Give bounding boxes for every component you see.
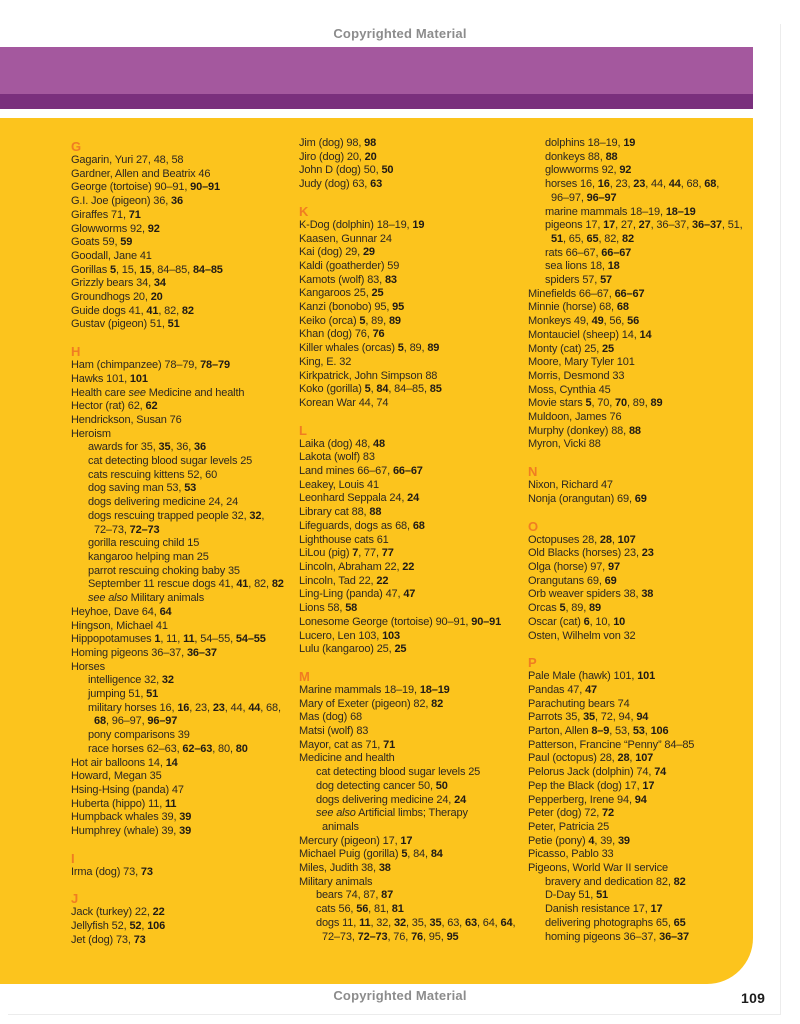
index-entry: Khan (dog) 76, 76 <box>299 328 385 341</box>
index-entry: Miles, Judith 38, 38 <box>299 862 391 875</box>
index-subentry: horses 16, 16, 23, 23, 44, 44, 68, 68, <box>545 178 720 191</box>
index-subentry: bears 74, 87, 87 <box>316 889 394 902</box>
index-subentry: delivering photographs 65, 65 <box>545 916 686 929</box>
page-edge-right <box>780 24 781 1014</box>
index-subentry: pigeons 17, 17, 27, 27, 36–37, 36–37, 51, <box>545 219 743 232</box>
index-entry: Koko (gorilla) 5, 84, 84–85, 85 <box>299 383 442 396</box>
index-entry: Lincoln, Tad 22, 22 <box>299 574 389 587</box>
index-subentry: rats 66–67, 66–67 <box>545 246 632 259</box>
index-entry: Mayor, cat as 71, 71 <box>299 738 396 751</box>
index-subentry: September 11 rescue dogs 41, 41, 82, 82 <box>88 578 284 591</box>
index-entry: Howard, Megan 35 <box>71 770 162 783</box>
index-entry-continuation: animals <box>322 820 359 833</box>
index-entry: Picasso, Pablo 33 <box>528 848 614 861</box>
index-section-heading: P <box>528 655 537 671</box>
index-entry: Oscar (cat) 6, 10, 10 <box>528 615 626 628</box>
page-edge-bottom <box>8 1014 781 1015</box>
index-subentry: bravery and dedication 82, 82 <box>545 875 686 888</box>
index-entry: Lonesome George (tortoise) 90–91, 90–91 <box>299 615 502 628</box>
index-entry: Hingson, Michael 41 <box>71 619 168 632</box>
index-entry: Monty (cat) 25, 25 <box>528 342 614 355</box>
index-subentry: intelligence 32, 32 <box>88 674 174 687</box>
index-entry: Goats 59, 59 <box>71 236 133 249</box>
index-entry: Marine mammals 18–19, 18–19 <box>299 683 450 696</box>
index-entry-continuation: 96–97, 96–97 <box>551 191 617 204</box>
index-entry: Kangaroos 25, 25 <box>299 287 384 300</box>
index-entry: Heyhoe, Dave 64, 64 <box>71 605 172 618</box>
index-entry: Michael Puig (gorilla) 5, 84, 84 <box>299 848 443 861</box>
index-subentry: cat detecting blood sugar levels 25 <box>316 766 481 779</box>
index-section-heading: I <box>71 850 75 866</box>
index-entry: John D (dog) 50, 50 <box>299 164 394 177</box>
index-entry: Murphy (donkey) 88, 88 <box>528 424 641 437</box>
index-entry: Orb weaver spiders 38, 38 <box>528 588 654 601</box>
index-entry: Killer whales (orcas) 5, 89, 89 <box>299 342 440 355</box>
index-subentry: awards for 35, 35, 36, 36 <box>88 441 206 454</box>
index-subentry: dog detecting cancer 50, 50 <box>316 779 448 792</box>
index-entry: Mas (dog) 68 <box>299 711 363 724</box>
index-entry: Laika (dog) 48, 48 <box>299 437 385 450</box>
index-entry: Parrots 35, 35, 72, 94, 94 <box>528 711 649 724</box>
index-subentry: race horses 62–63, 62–63, 80, 80 <box>88 742 248 755</box>
index-entry: Kamots (wolf) 83, 83 <box>299 273 397 286</box>
index-section-heading: M <box>299 668 310 684</box>
index-entry: Osten, Wilhelm von 32 <box>528 629 636 642</box>
index-entry: Huberta (hippo) 11, 11 <box>71 797 177 810</box>
index-entry: Lifeguards, dogs as 68, 68 <box>299 519 425 532</box>
index-subentry: dolphins 18–19, 19 <box>545 137 636 149</box>
index-entry: Military animals <box>299 875 373 888</box>
index-entry: Lighthouse cats 61 <box>299 533 389 546</box>
index-entry: Minnie (horse) 68, 68 <box>528 301 629 314</box>
index-subentry: D-Day 51, 51 <box>545 889 609 902</box>
index-entry: Medicine and health <box>299 752 395 765</box>
index-subentry: dog saving man 53, 53 <box>88 482 197 495</box>
index-entry: Kaasen, Gunnar 24 <box>299 232 392 245</box>
index-entry: Glowworms 92, 92 <box>71 222 160 235</box>
index-subentry: cat detecting blood sugar levels 25 <box>88 455 253 468</box>
index-subentry: spiders 57, 57 <box>545 274 613 287</box>
index-entry: Pigeons, World War II service <box>528 862 668 875</box>
index-entry: Pep the Black (dog) 17, 17 <box>528 779 655 792</box>
index-entry: Judy (dog) 63, 63 <box>299 178 383 191</box>
index-entry: Grizzly bears 34, 34 <box>71 277 166 290</box>
index-entry: Homing pigeons 36–37, 36–37 <box>71 646 217 659</box>
page-number: 109 <box>741 990 766 1006</box>
index-subentry: donkeys 88, 88 <box>545 150 618 163</box>
index-entry: Hector (rat) 62, 62 <box>71 400 158 413</box>
index-entry: Olga (horse) 97, 97 <box>528 560 620 573</box>
index-entry: Moore, Mary Tyler 101 <box>528 356 635 369</box>
index-entry: Kaldi (goatherder) 59 <box>299 259 400 272</box>
index-entry: Jim (dog) 98, 98 <box>299 137 377 149</box>
index-entry: Kirkpatrick, John Simpson 88 <box>299 369 438 382</box>
index-entry: Muldoon, James 76 <box>528 411 622 424</box>
index-subentry: marine mammals 18–19, 18–19 <box>545 205 696 218</box>
index-subentry: parrot rescuing choking baby 35 <box>88 564 240 577</box>
index-entry: Orcas 5, 89, 89 <box>528 602 601 615</box>
index-entry: Lucero, Len 103, 103 <box>299 629 400 642</box>
index-subentry: military horses 16, 16, 23, 23, 44, 44, 68, <box>88 701 281 714</box>
index-entry: Parachuting bears 74 <box>528 697 630 710</box>
index-entry: Nixon, Richard 47 <box>528 479 613 492</box>
index-entry: Nonja (orangutan) 69, 69 <box>528 492 647 505</box>
index-subentry: dogs delivering medicine 24, 24 <box>88 496 239 509</box>
dark-purple-rule <box>0 94 753 109</box>
index-subentry: gorilla rescuing child 15 <box>88 537 200 550</box>
purple-header-band <box>0 47 753 94</box>
index-entry: Peter, Patricia 25 <box>528 820 610 833</box>
index-entry: Ling-Ling (panda) 47, 47 <box>299 588 416 601</box>
index-subentry: dogs rescuing trapped people 32, 32, <box>88 509 265 522</box>
index-subentry: dogs delivering medicine 24, 24 <box>316 793 467 806</box>
index-entry: Humpback whales 39, 39 <box>71 811 192 824</box>
index-entry: Old Blacks (horses) 23, 23 <box>528 547 654 560</box>
index-subentry: see also Artificial limbs; Therapy <box>316 807 468 820</box>
index-entry: Giraffes 71, 71 <box>71 208 141 221</box>
index-entry: Jack (turkey) 22, 22 <box>71 906 165 919</box>
index-entry: Patterson, Francine “Penny” 84–85 <box>528 738 695 751</box>
index-entry: Pale Male (hawk) 101, 101 <box>528 670 656 683</box>
index-entry: Land mines 66–67, 66–67 <box>299 465 423 478</box>
index-entry: Jiro (dog) 20, 20 <box>299 150 377 163</box>
index-entry-continuation: 72–73, 72–73 <box>94 523 160 536</box>
index-subentry: Danish resistance 17, 17 <box>545 903 663 916</box>
index-section-heading: N <box>528 464 538 480</box>
index-entry: Gustav (pigeon) 51, 51 <box>71 318 180 331</box>
index-entry: Peter (dog) 72, 72 <box>528 807 614 820</box>
index-entry: Irma (dog) 73, 73 <box>71 865 153 878</box>
index-entry: Hawks 101, 101 <box>71 372 148 385</box>
index-entry: K-Dog (dolphin) 18–19, 19 <box>299 218 425 231</box>
index-entry: Matsi (wolf) 83 <box>299 725 369 738</box>
index-section-heading: O <box>528 518 539 534</box>
index-entry: Hendrickson, Susan 76 <box>71 413 182 426</box>
index-subentry: cats 56, 56, 81, 81 <box>316 903 404 916</box>
copyright-notice-top: Copyrighted Material <box>333 26 467 41</box>
index-entry: Kai (dog) 29, 29 <box>299 246 375 259</box>
index-entry: Library cat 88, 88 <box>299 506 382 519</box>
index-entry: Hippopotamuses 1, 11, 11, 54–55, 54–55 <box>71 633 266 646</box>
copyright-notice-bottom: Copyrighted Material <box>333 988 467 1003</box>
index-entry: Gagarin, Yuri 27, 48, 58 <box>71 154 184 166</box>
index-column-3 <box>528 137 750 944</box>
index-entry: Pandas 47, 47 <box>528 683 597 696</box>
index-entry: Lakota (wolf) 83 <box>299 451 375 464</box>
index-entry: Leonhard Seppala 24, 24 <box>299 492 420 505</box>
index-entry: LiLou (pig) 7, 77, 77 <box>299 547 394 560</box>
index-entry-continuation: 68, 96–97, 96–97 <box>94 715 178 728</box>
index-entry: Lincoln, Abraham 22, 22 <box>299 560 415 573</box>
index-subentry: kangaroo helping man 25 <box>88 550 209 563</box>
index-entry: Hsing-Hsing (panda) 47 <box>71 783 184 796</box>
index-column-1 <box>71 137 299 948</box>
index-entry: Pepperberg, Irene 94, 94 <box>528 793 647 806</box>
index-entry: Lions 58, 58 <box>299 602 358 615</box>
index-entry: Octopuses 28, 28, 107 <box>528 533 636 546</box>
index-entry-continuation: 51, 65, 65, 82, 82 <box>551 232 634 245</box>
index-entry: Orangutans 69, 69 <box>528 574 617 587</box>
index-entry: Pelorus Jack (dolphin) 74, 74 <box>528 766 667 779</box>
index-entry: Moss, Cynthia 45 <box>528 383 611 396</box>
index-subentry: glowworms 92, 92 <box>545 164 632 177</box>
index-entry-continuation: 72–73, 72–73, 76, 76, 95, 95 <box>322 930 459 943</box>
index-entry: King, E. 32 <box>299 355 352 368</box>
index-section-heading: H <box>71 344 81 360</box>
index-entry: Montauciel (sheep) 14, 14 <box>528 328 652 341</box>
index-entry: Ham (chimpanzee) 78–79, 78–79 <box>71 359 230 372</box>
index-entry: Hot air balloons 14, 14 <box>71 756 178 769</box>
index-entry: Gorillas 5, 15, 15, 84–85, 84–85 <box>71 263 223 276</box>
index-entry: Jellyfish 52, 52, 106 <box>71 920 166 933</box>
index-column-2 <box>299 137 529 944</box>
index-entry: Goodall, Jane 41 <box>71 249 152 262</box>
index-entry: Jet (dog) 73, 73 <box>71 933 146 946</box>
index-section-heading: G <box>71 139 82 154</box>
index-entry: Paul (octopus) 28, 28, 107 <box>528 752 654 765</box>
index-entry: George (tortoise) 90–91, 90–91 <box>71 181 220 194</box>
index-subentry: jumping 51, 51 <box>88 688 159 701</box>
index-subentry: homing pigeons 36–37, 36–37 <box>545 930 689 943</box>
index-entry: Heroism <box>71 427 111 440</box>
index-entry: Lulu (kangaroo) 25, 25 <box>299 643 407 656</box>
index-entry: Morris, Desmond 33 <box>528 369 625 382</box>
index-entry: Humphrey (whale) 39, 39 <box>71 825 192 838</box>
index-entry: Myron, Vicki 88 <box>528 438 601 451</box>
index-entry: Horses <box>71 660 105 673</box>
index-entry: G.I. Joe (pigeon) 36, 36 <box>71 195 183 208</box>
index-entry: Mary of Exeter (pigeon) 82, 82 <box>299 697 444 710</box>
index-section-heading: K <box>299 203 309 219</box>
index-subentry: pony comparisons 39 <box>88 729 190 742</box>
index-entry: Guide dogs 41, 41, 82, 82 <box>71 304 194 317</box>
index-entry: Korean War 44, 74 <box>299 396 389 409</box>
index-entry: Keiko (orca) 5, 89, 89 <box>299 314 401 327</box>
index-entry: Mercury (pigeon) 17, 17 <box>299 834 413 847</box>
index-subentry: see also Military animals <box>88 592 205 605</box>
index-panel <box>0 118 753 984</box>
index-entry: Leakey, Louis 41 <box>299 478 379 491</box>
index-section-heading: L <box>299 422 307 438</box>
index-entry: Parton, Allen 8–9, 53, 53, 106 <box>528 725 669 738</box>
index-entry: Monkeys 49, 49, 56, 56 <box>528 315 640 328</box>
index-entry: Health care see Medicine and health <box>71 386 245 399</box>
index-subentry: cats rescuing kittens 52, 60 <box>88 468 218 481</box>
index-entry: Gardner, Allen and Beatrix 46 <box>71 167 211 180</box>
index-entry: Minefields 66–67, 66–67 <box>528 287 645 300</box>
index-subentry: dogs 11, 11, 32, 32, 35, 35, 63, 63, 64, 64, <box>316 916 516 929</box>
index-entry: Kanzi (bonobo) 95, 95 <box>299 301 405 314</box>
index-section-heading: J <box>71 891 79 907</box>
index-subentry: sea lions 18, 18 <box>545 260 620 273</box>
index-entry: Groundhogs 20, 20 <box>71 291 163 304</box>
index-entry: Movie stars 5, 70, 70, 89, 89 <box>528 397 663 410</box>
index-entry: Petie (pony) 4, 39, 39 <box>528 834 630 847</box>
